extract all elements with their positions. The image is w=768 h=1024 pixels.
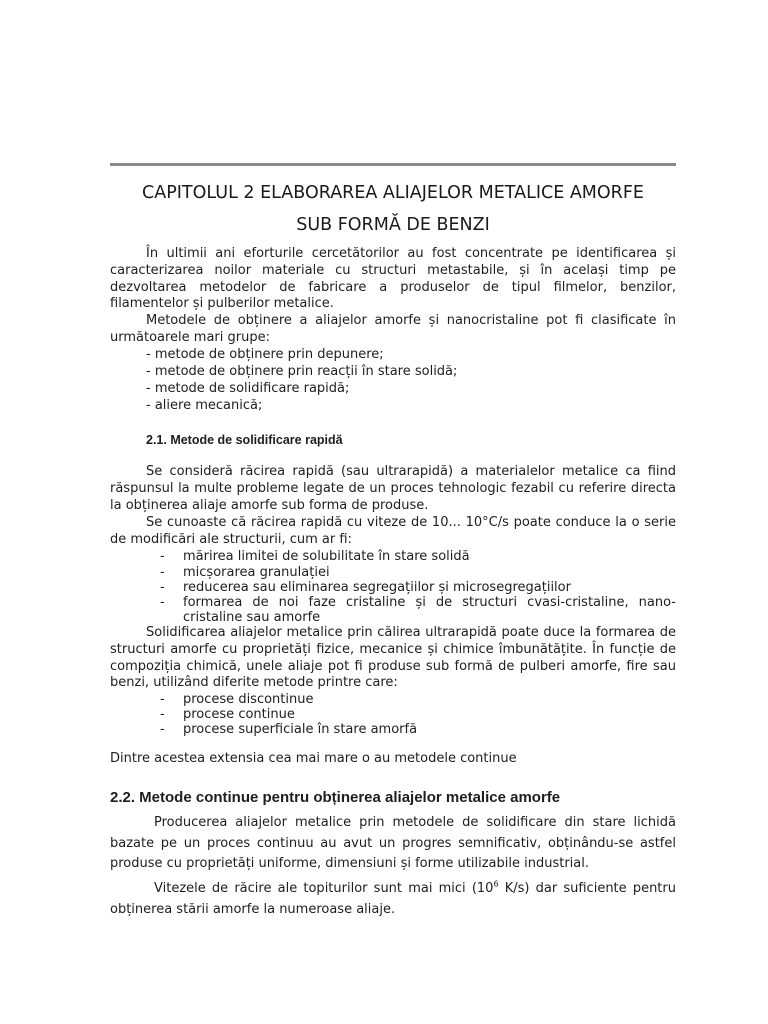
section-2-1-heading: 2.1. Metode de solidificare rapidă	[146, 433, 343, 447]
intro-paragraph-2: Metodele de obținere a aliajelor amorfe și nanocristaline pot fi clasificate în următoarele mari grupe:	[110, 313, 676, 345]
section-2-2-paragraph-1: Producerea aliajelor metalice prin metodele de solidificare din stare lichidă bazate pe un proces continuu au avut un progres semnificativ, obținându-se astfel produse cu proprietăți uniforme, dimensiuni și forme utilizabile industrial.	[110, 815, 676, 871]
method-item: - metode de obținere prin depunere;	[146, 347, 384, 362]
chapter-top-rule	[110, 163, 676, 166]
effect-dash: -	[160, 580, 165, 595]
exponent: 6	[493, 879, 499, 889]
intro-paragraph-1: În ultimii ani eforturile cercetătorilor au fost concentrate pe identificarea și caracterizarea noilor materiale cu structuri metastabile, și în același timp pe dezvoltarea metodelor de fabricare a produselor de tipul filmelor, benzilor, filamentelor și pulberilor metalice.	[110, 246, 676, 312]
section-2-1-paragraph-4: Dintre acestea extensia cea mai mare o au metodele continue	[110, 751, 517, 766]
section-2-1-paragraph-2: Se cunoaste că răcirea rapidă cu viteze de 10... 10°C/s poate conduce la o serie de modificări ale structurii, cum ar fi:	[110, 515, 676, 547]
effect-item: mărirea limitei de solubilitate în stare solidă	[183, 549, 470, 564]
effect-item: formarea de noi faze cristaline și de structuri cvasi-cristaline, nano-cristaline sau amorfe	[183, 595, 676, 626]
effect-dash: -	[160, 565, 165, 580]
section-2-2-paragraph-2	[110, 879, 676, 920]
paragraph-text: K/s) dar suficiente pentru obținerea stării amorfe la numeroase aliaje.	[110, 881, 676, 917]
process-item: procese superficiale în stare amorfă	[183, 722, 418, 737]
method-item: - metode de obținere prin reacții în stare solidă;	[146, 364, 458, 379]
section-2-1-paragraph-3: Solidificarea aliajelor metalice prin călirea ultrarapidă poate duce la formarea de structuri amorfe cu proprietăți fizice, mecanice și chimice îmbunătățite. În funcție de compoziția chimică, unele aliaje pot fi produse sub formă de pulberi amorfe, fire sau benzi, utilizând diferite metode printre care:	[110, 625, 676, 691]
method-item: - aliere mecanică;	[146, 398, 263, 413]
chapter-title-line-1: CAPITOLUL 2 ELABORAREA ALIAJELOR METALICE AMORFE	[142, 183, 644, 203]
process-dash: -	[160, 722, 165, 737]
process-dash: -	[160, 707, 165, 722]
effect-item: reducerea sau eliminarea segregațiilor și microsegregațiilor	[183, 580, 571, 595]
process-item: procese continue	[183, 707, 295, 722]
process-item: procese discontinue	[183, 692, 314, 707]
section-2-1-paragraph-1: Se consideră răcirea rapidă (sau ultrarapidă) a materialelor metalice ca fiind răspunsul la multe probleme legate de un proces tehnologic fezabil cu referire directa la obținerea aliaje amorfe sub forma de produse.	[110, 464, 676, 513]
process-dash: -	[160, 692, 165, 707]
chapter-title-line-2: SUB FORMĂ DE BENZI	[296, 215, 490, 235]
effect-item: micșorarea granulației	[183, 565, 330, 580]
paragraph-text: Vitezele de răcire ale topiturilor sunt mai mici (10	[154, 881, 494, 896]
method-item: - metode de solidificare rapidă;	[146, 381, 350, 396]
section-2-2-heading: 2.2. Metode continue pentru obținerea aliajelor metalice amorfe	[110, 789, 561, 806]
effect-dash: -	[160, 595, 165, 610]
effect-dash: -	[160, 549, 165, 564]
